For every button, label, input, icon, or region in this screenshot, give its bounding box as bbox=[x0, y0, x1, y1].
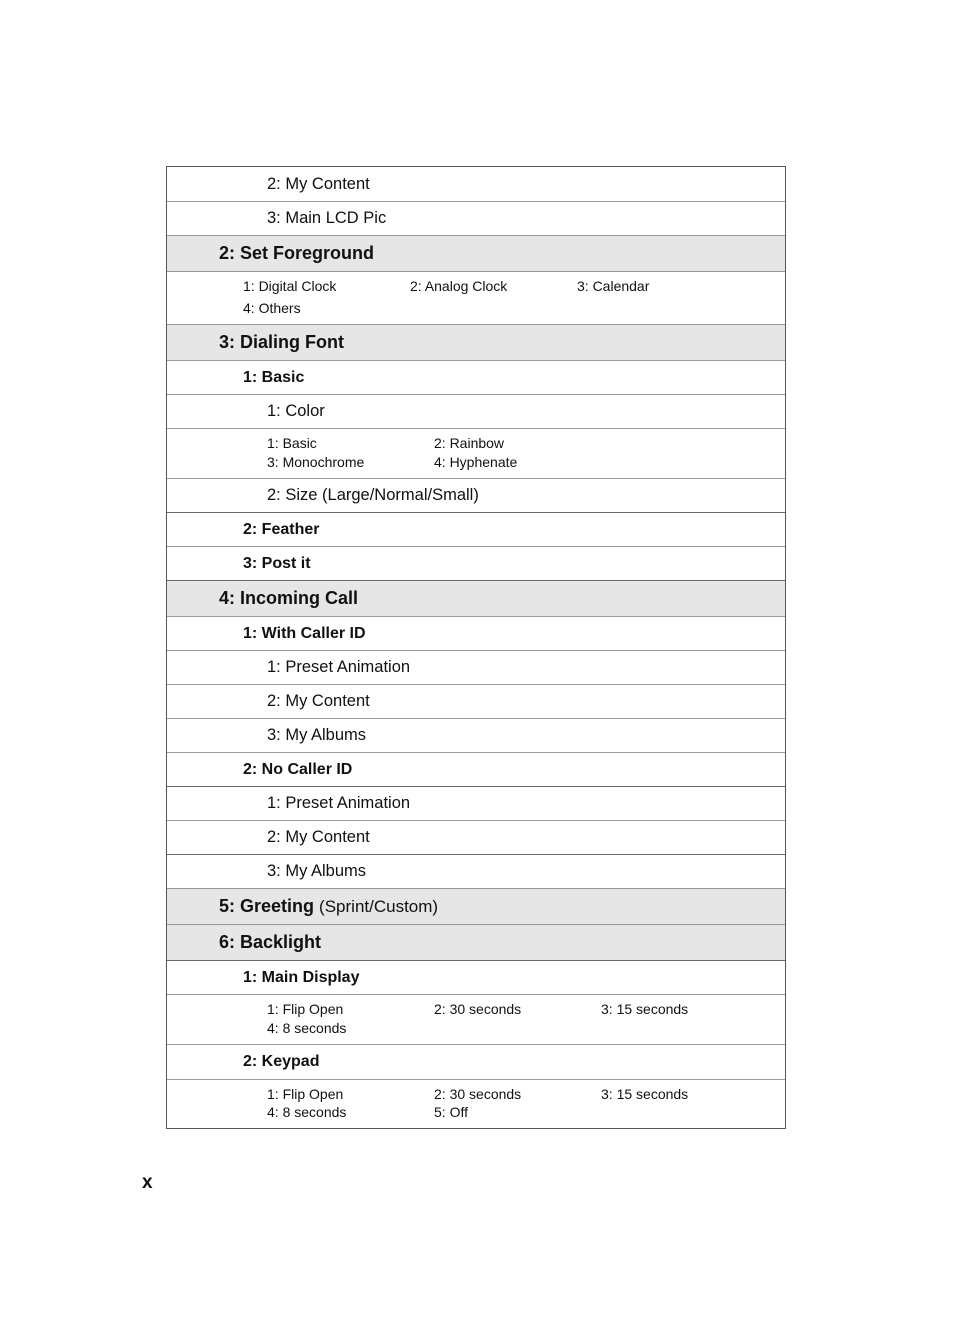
menu-row bbox=[167, 478, 785, 512]
menu-row bbox=[167, 512, 785, 546]
option-text: 5: Off bbox=[434, 1104, 468, 1120]
menu-section-label bbox=[219, 896, 438, 917]
menu-row bbox=[167, 820, 785, 854]
menu-subsection-label: 1: Main Display bbox=[243, 968, 360, 986]
option-text: 4: 8 seconds bbox=[267, 1104, 347, 1120]
option-text: 1: Basic bbox=[267, 435, 317, 451]
option-text: 3: Calendar bbox=[577, 278, 650, 294]
menu-item-label: 1: Color bbox=[267, 402, 325, 420]
menu-row bbox=[167, 960, 785, 994]
menu-row bbox=[167, 616, 785, 650]
option-text: 3: Monochrome bbox=[267, 454, 365, 470]
menu-options-row bbox=[167, 428, 785, 478]
option-text: 2: 30 seconds bbox=[434, 1001, 522, 1017]
option-text: 3: 15 seconds bbox=[601, 1086, 689, 1102]
menu-table bbox=[166, 166, 786, 1129]
menu-row bbox=[167, 167, 785, 201]
option-text: 1: Flip Open bbox=[267, 1086, 344, 1102]
menu-item-label: 3: Main LCD Pic bbox=[267, 209, 387, 227]
greeting-label: 5: Greeting bbox=[219, 896, 315, 916]
menu-section-label: 4: Incoming Call bbox=[219, 588, 359, 608]
menu-section-row bbox=[167, 235, 785, 271]
menu-section-row bbox=[167, 580, 785, 616]
option-text: 1: Digital Clock bbox=[243, 278, 337, 294]
menu-section-row bbox=[167, 324, 785, 360]
menu-section-label: 3: Dialing Font bbox=[219, 332, 344, 352]
menu-item-label: 2: My Content bbox=[267, 174, 370, 193]
menu-item-label: 3: My Albums bbox=[267, 862, 367, 880]
menu-item-label: 2: My Content bbox=[267, 828, 370, 846]
menu-item-label: 2: My Content bbox=[267, 692, 370, 710]
menu-row bbox=[167, 1044, 785, 1079]
menu-section-label: 2: Set Foreground bbox=[219, 243, 375, 263]
menu-subsection-label: 3: Post it bbox=[243, 554, 311, 572]
menu-item-label: 2: Size (Large/Normal/Small) bbox=[267, 486, 479, 504]
greeting-options: (Sprint/Custom) bbox=[319, 897, 439, 916]
menu-row bbox=[167, 360, 785, 394]
menu-section-label: 6: Backlight bbox=[219, 932, 322, 952]
option-text: 3: 15 seconds bbox=[601, 1001, 689, 1017]
menu-row bbox=[167, 718, 785, 752]
menu-row bbox=[167, 752, 785, 786]
menu-subsection-label: 2: Feather bbox=[243, 520, 320, 538]
menu-section-row bbox=[167, 924, 785, 960]
option-text: 4: Hyphenate bbox=[434, 454, 518, 470]
option-text: 2: 30 seconds bbox=[434, 1086, 522, 1102]
menu-item-label: 1: Preset Animation bbox=[267, 794, 411, 812]
menu-options-row bbox=[167, 1079, 785, 1128]
menu-row bbox=[167, 546, 785, 580]
menu-row bbox=[167, 650, 785, 684]
menu-subsection-label: 1: Basic bbox=[243, 368, 305, 386]
option-text: 1: Flip Open bbox=[267, 1001, 344, 1017]
menu-subsection-label: 2: Keypad bbox=[243, 1053, 320, 1070]
page-number: x bbox=[142, 1172, 153, 1193]
menu-options-row bbox=[167, 994, 785, 1044]
menu-row bbox=[167, 201, 785, 235]
option-text: 2: Rainbow bbox=[434, 435, 505, 451]
menu-section-row bbox=[167, 888, 785, 924]
menu-options-row bbox=[167, 271, 785, 324]
menu-row bbox=[167, 684, 785, 718]
menu-subsection-label: 2: No Caller ID bbox=[243, 760, 353, 778]
option-text: 4: Others bbox=[243, 300, 301, 316]
menu-row bbox=[167, 394, 785, 428]
menu-row bbox=[167, 854, 785, 888]
option-text: 2: Analog Clock bbox=[410, 278, 508, 294]
menu-item-label: 3: My Albums bbox=[267, 726, 367, 744]
option-text: 4: 8 seconds bbox=[267, 1020, 347, 1036]
menu-subsection-label: 1: With Caller ID bbox=[243, 624, 366, 642]
menu-item-label: 1: Preset Animation bbox=[267, 658, 411, 676]
menu-row bbox=[167, 786, 785, 820]
